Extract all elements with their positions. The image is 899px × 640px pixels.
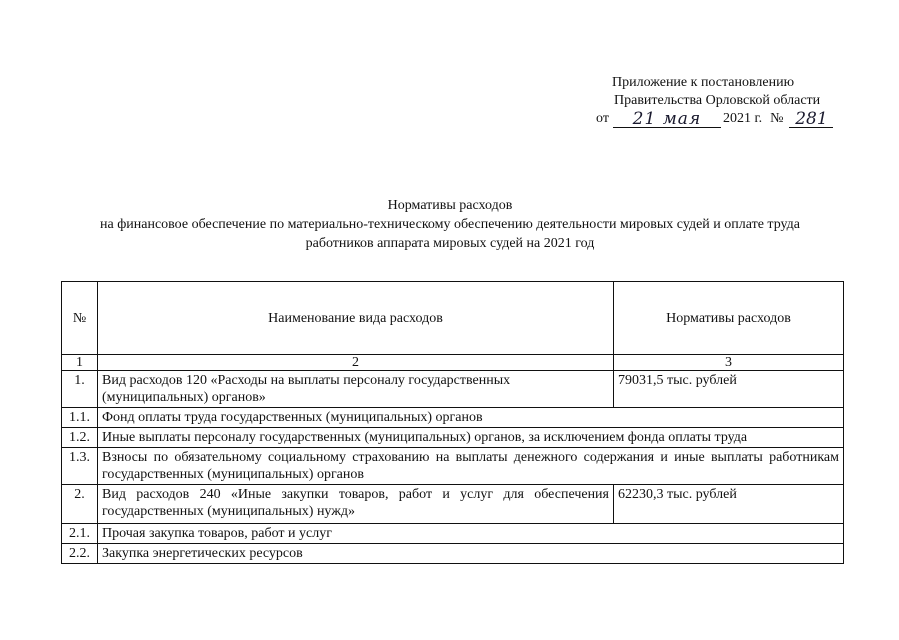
row-number: 2.1. [62,524,98,544]
table-row [62,371,844,408]
table-row [62,524,844,544]
appendix-line-1: Приложение к постановлению [612,75,795,90]
row-name: Взносы по обязательному социальному страхованию на выплаты денежного содержания и иные выплаты работникам государственных (муниципальных) органов [98,448,844,485]
appendix-line-2: Правительства Орловской области [614,93,821,108]
row-name: Фонд оплаты труда государственных (муниципальных) органов [98,408,844,428]
index-cell-3: 3 [614,355,844,371]
row-name: Иные выплаты персоналу государственных (муниципальных) органов, за исключением фонда оплаты труда [98,428,844,448]
row-name: Вид расходов 120 «Расходы на выплаты персоналу государственных (муниципальных) органов» [98,371,614,408]
index-cell-2: 2 [98,355,614,371]
row-number: 1.1. [62,408,98,428]
heading-title: Нормативы расходов [387,198,513,213]
table-row [62,428,844,448]
row-name: Прочая закупка товаров, работ и услуг [98,524,844,544]
row-number: 1.2. [62,428,98,448]
table-header-row [62,282,844,355]
table-row [62,485,844,524]
table-row [62,408,844,428]
heading-subtitle-line-1: на финансовое обеспечение по материально-техническому обеспечению деятельности мировых судей и оплате труда [99,217,800,232]
row-number: 2.2. [62,544,98,564]
row-name: Закупка энергетических ресурсов [98,544,844,564]
row-name: Вид расходов 240 «Иные закупки товаров, работ и услуг для обеспечения государственных (муниципальных) нужд» [98,485,614,524]
handwritten-number: 281 [789,111,833,128]
handwritten-date: 21 мая [613,111,721,128]
row-value: 79031,5 тыс. рублей [614,371,844,408]
header-num: № [62,282,98,355]
row-number: 2. [62,485,98,524]
heading-subtitle-line-2: работников аппарата мировых судей на 2021 год [305,236,595,251]
row-number: 1. [62,371,98,408]
appendix-date-line [596,110,833,128]
from-label: от [596,111,609,126]
number-label: № [770,111,784,126]
norms-table [61,281,844,564]
header-name: Наименование вида расходов [98,282,614,355]
year-label: 2021 г. [722,111,763,126]
table-row [62,448,844,485]
document-heading [60,196,840,253]
appendix-block [596,74,833,128]
row-number: 1.3. [62,448,98,485]
row-value: 62230,3 тыс. рублей [614,485,844,524]
header-norms: Нормативы расходов [614,282,844,355]
column-index-row [62,355,844,371]
table-row [62,544,844,564]
index-cell-1: 1 [62,355,98,371]
